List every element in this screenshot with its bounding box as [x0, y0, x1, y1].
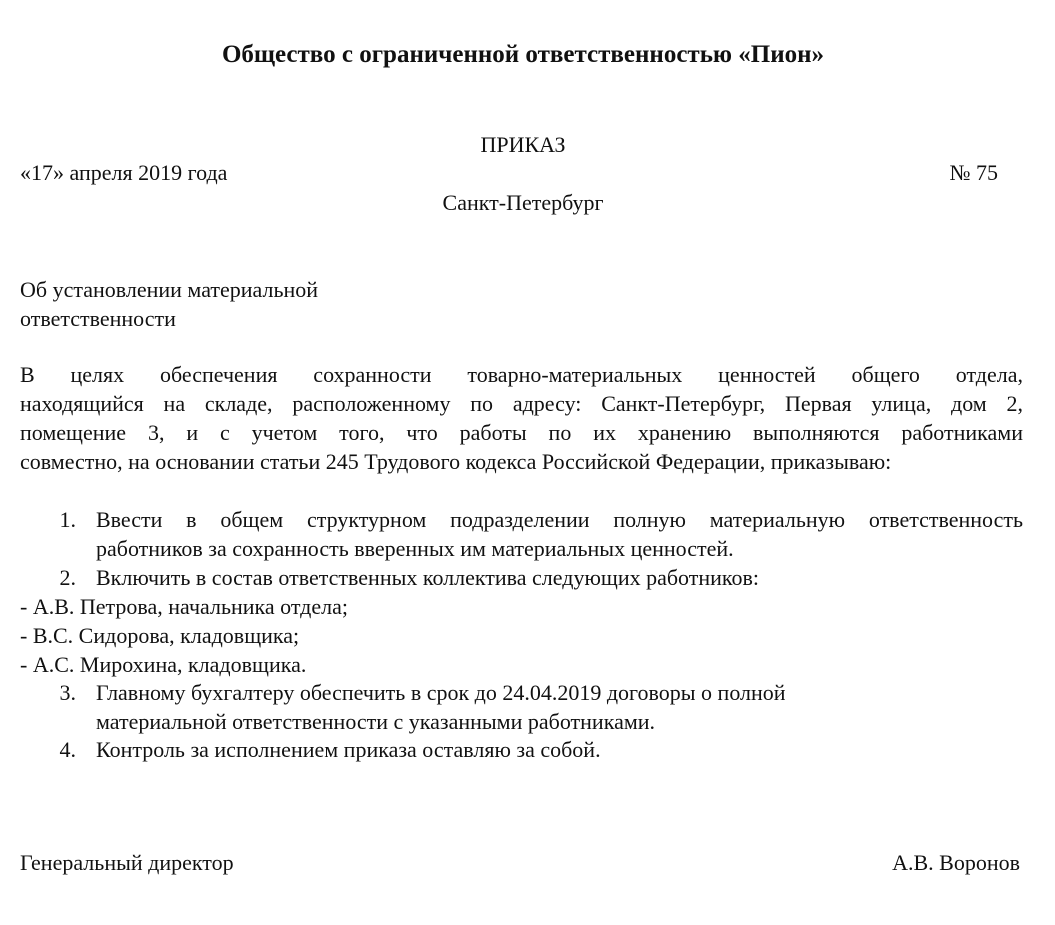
subject-line: ответственности — [20, 306, 176, 331]
item-number: 3. — [59, 680, 76, 705]
preamble-paragraph — [20, 360, 1023, 476]
signer-position: Генеральный директор — [20, 850, 234, 875]
preamble-line: В целях обеспечения сохранности товарно-материальных ценностей общего отдела, — [20, 362, 1023, 387]
subject-line: Об установлении материальной — [20, 277, 319, 302]
order-date: «17» апреля 2019 года — [20, 160, 228, 185]
organization-title: Общество с ограниченной ответственностью «Пион» — [221, 41, 825, 68]
item-text: работников за сохранность вверенных им материальных ценностей. — [96, 536, 734, 561]
item-number: 2. — [59, 565, 76, 590]
order-number: № 75 — [949, 160, 998, 185]
preamble-line: помещение 3, и с учетом того, что работы по их хранению выполняются работниками — [20, 420, 1023, 445]
item-text: Контроль за исполнением приказа оставляю за собой. — [96, 737, 601, 762]
order-city: Санкт-Петербург — [442, 190, 604, 215]
preamble-line: находящийся на складе, расположенному по адресу: Санкт-Петербург, Первая улица, дом 2, — [20, 391, 1023, 416]
signer-name: А.В. Воронов — [892, 850, 1020, 875]
item-text: материальной ответственности с указанными работниками. — [96, 709, 656, 734]
employee-item: - А.С. Мирохина, кладовщика. — [20, 652, 307, 677]
order-title: ПРИКАЗ — [480, 132, 566, 157]
item-text: Главному бухгалтеру обеспечить в срок до 24.04.2019 договоры о полной — [96, 680, 786, 705]
item-number: 4. — [59, 737, 76, 762]
item-text: Включить в состав ответственных коллектива следующих работников: — [96, 565, 759, 590]
employee-item: - В.С. Сидорова, кладовщика; — [20, 623, 300, 648]
item-text: Ввести в общем структурном подразделении полную материальную ответственность — [96, 507, 1023, 532]
employee-item: - А.В. Петрова, начальника отдела; — [20, 594, 348, 619]
item-number: 1. — [59, 507, 76, 532]
order-subject — [20, 275, 318, 333]
preamble-line: совместно, на основании статьи 245 Трудового кодекса Российской Федерации, приказываю: — [20, 449, 892, 474]
